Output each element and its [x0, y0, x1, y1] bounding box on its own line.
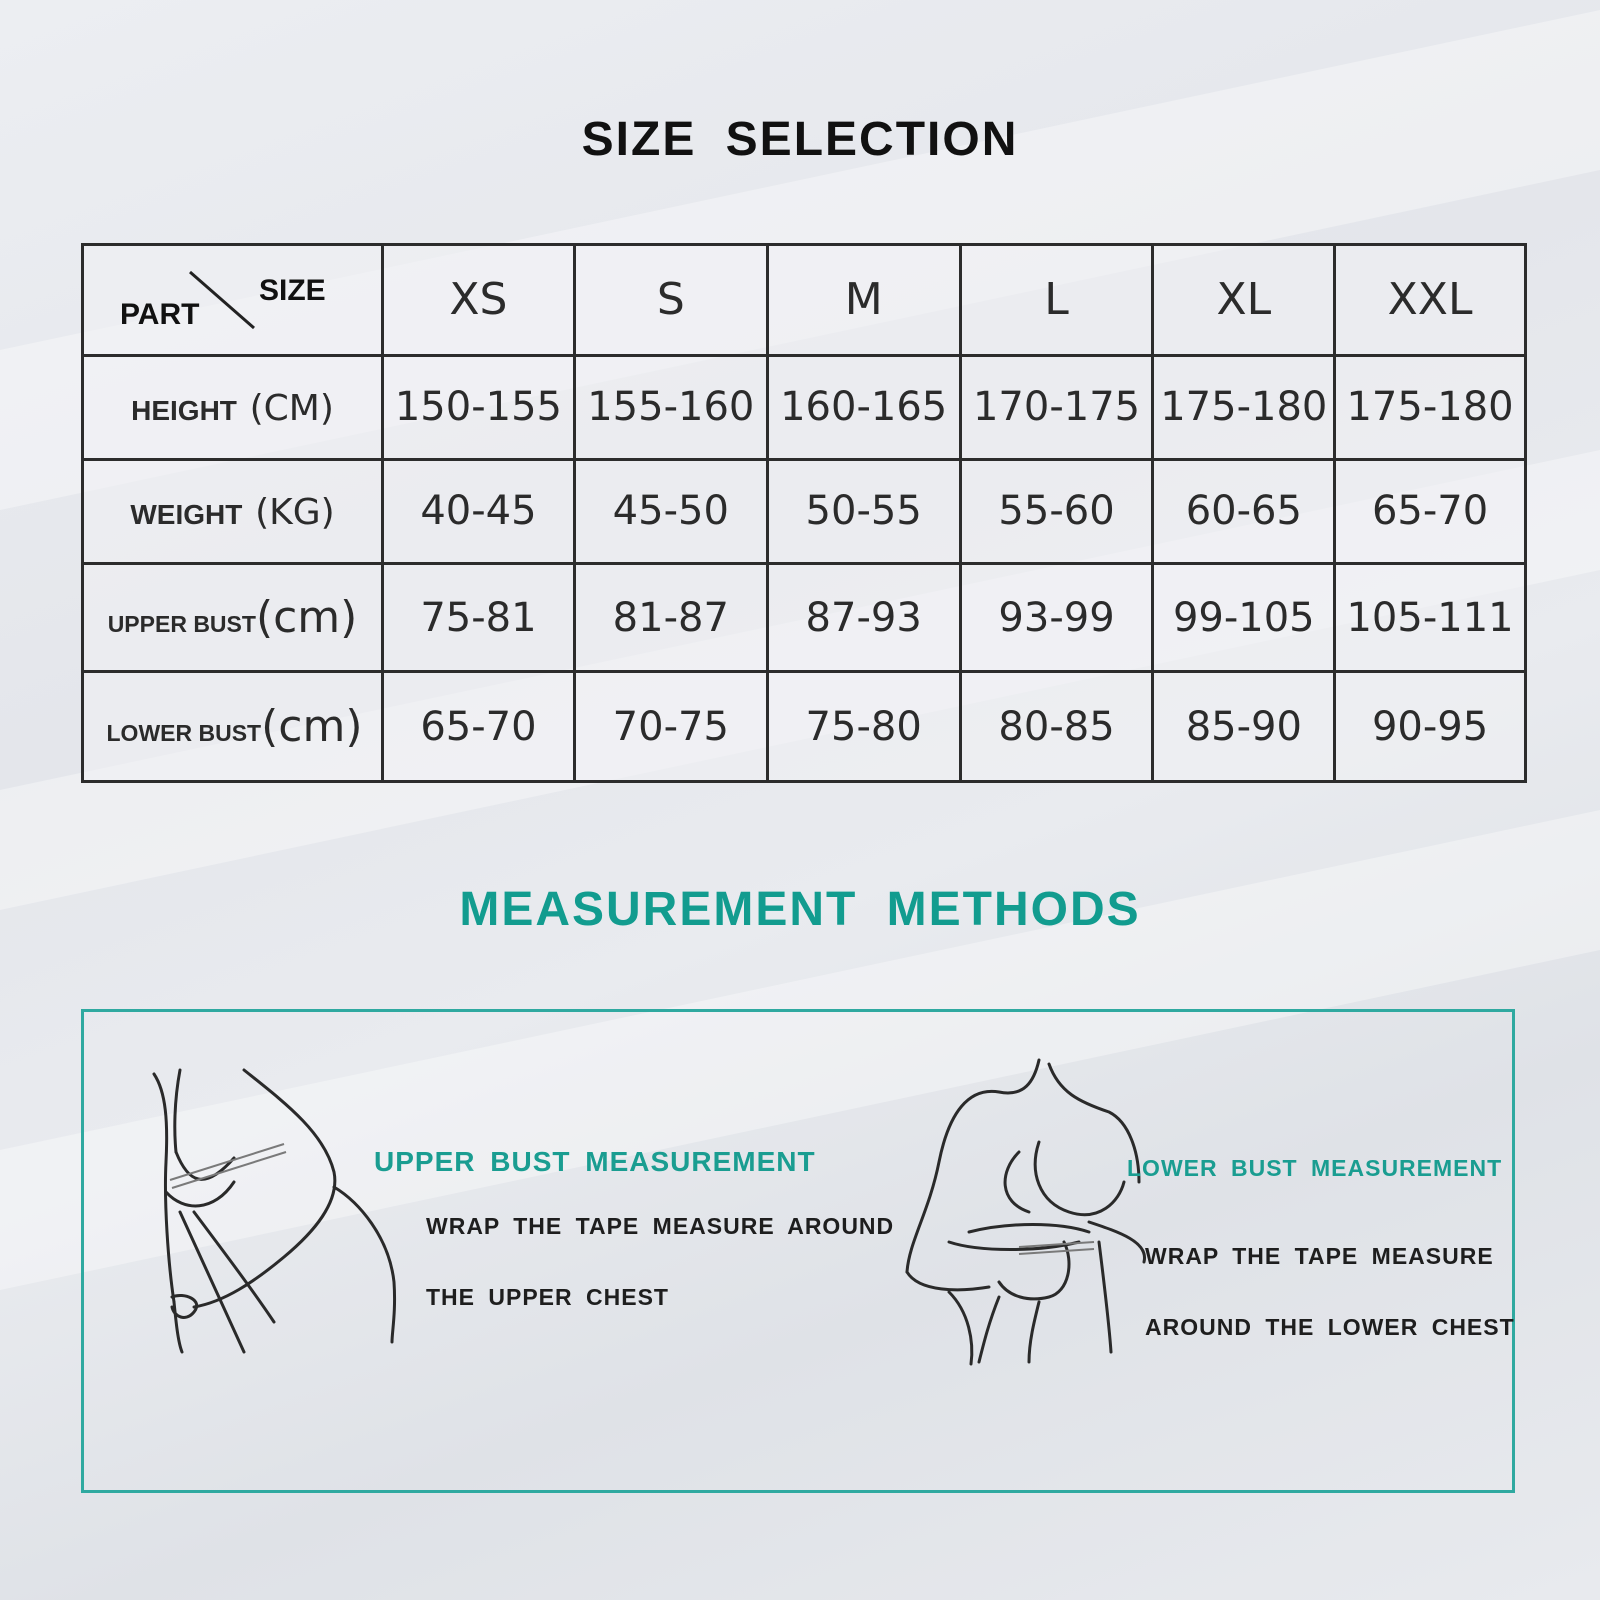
row-label-text: LOWER BUST	[106, 720, 262, 747]
lower-bust-text-line2: AROUND THE LOWER CHEST	[1145, 1314, 1515, 1340]
table-cell: 40-45	[383, 459, 575, 564]
table-cell: 90-95	[1335, 672, 1526, 782]
row-label-height	[83, 355, 383, 459]
table-row-upper-bust	[83, 564, 1526, 672]
table-cell: 81-87	[574, 564, 767, 672]
size-chart-table	[81, 243, 1527, 783]
measurement-methods-title: MEASUREMENT METHODS	[459, 883, 1141, 936]
table-cell: 75-81	[383, 564, 575, 672]
table-cell: 60-65	[1153, 459, 1335, 564]
table-cell: 65-70	[383, 672, 575, 782]
table-cell: 80-85	[960, 672, 1153, 782]
upper-bust-figure-illustration	[144, 1062, 434, 1372]
table-cell: 87-93	[767, 564, 960, 672]
table-cell: 55-60	[960, 459, 1153, 564]
size-header-row	[83, 245, 1526, 356]
measurement-methods-box	[81, 1009, 1515, 1493]
table-row-weight	[83, 459, 1526, 564]
table-cell: 93-99	[960, 564, 1153, 672]
table-cell: 50-55	[767, 459, 960, 564]
table-row-lower-bust	[83, 672, 1526, 782]
row-label-weight	[83, 459, 383, 564]
row-label-text: HEIGHT	[131, 395, 237, 427]
table-cell: 45-50	[574, 459, 767, 564]
table-row-height	[83, 355, 1526, 459]
upper-bust-title: UPPER BUST MEASUREMENT	[374, 1146, 816, 1177]
lower-bust-text-line1: WRAP THE TAPE MEASURE	[1145, 1243, 1494, 1269]
lower-bust-title: LOWER BUST MEASUREMENT	[1127, 1155, 1503, 1181]
row-label-text: UPPER BUST	[107, 611, 256, 638]
row-label-text: WEIGHT	[130, 499, 243, 531]
page-title: SIZE SELECTION	[581, 113, 1019, 166]
corner-part-label: PART	[120, 298, 200, 331]
table-cell: 75-80	[767, 672, 960, 782]
table-cell: 175-180	[1153, 355, 1335, 459]
table-cell: 175-180	[1335, 355, 1526, 459]
table-cell: 160-165	[767, 355, 960, 459]
row-label-lower-bust	[83, 672, 383, 782]
size-header-xl: XL	[1153, 245, 1335, 356]
corner-size-label: SIZE	[259, 274, 326, 307]
table-cell: 150-155	[383, 355, 575, 459]
table-cell: 105-111	[1335, 564, 1526, 672]
row-label-upper-bust	[83, 564, 383, 672]
size-header-m: M	[767, 245, 960, 356]
table-cell: 85-90	[1153, 672, 1335, 782]
size-header-s: S	[574, 245, 767, 356]
table-cell: 65-70	[1335, 459, 1526, 564]
table-cell: 99-105	[1153, 564, 1335, 672]
row-unit-text: (CM)	[249, 388, 334, 430]
table-cell: 155-160	[574, 355, 767, 459]
table-cell: 170-175	[960, 355, 1153, 459]
size-header-l: L	[960, 245, 1153, 356]
row-unit-text: (cm)	[255, 592, 358, 644]
upper-bust-text-line2: THE UPPER CHEST	[426, 1284, 669, 1310]
row-unit-text: (cm)	[261, 701, 363, 753]
size-header-xxl: XXL	[1335, 245, 1526, 356]
upper-bust-text-line1: WRAP THE TAPE MEASURE AROUND	[426, 1213, 895, 1239]
row-unit-text: (KG)	[255, 492, 335, 534]
corner-cell	[83, 245, 383, 356]
table-cell: 70-75	[574, 672, 767, 782]
lower-bust-figure-illustration	[899, 1052, 1169, 1372]
size-header-xs: XS	[383, 245, 575, 356]
